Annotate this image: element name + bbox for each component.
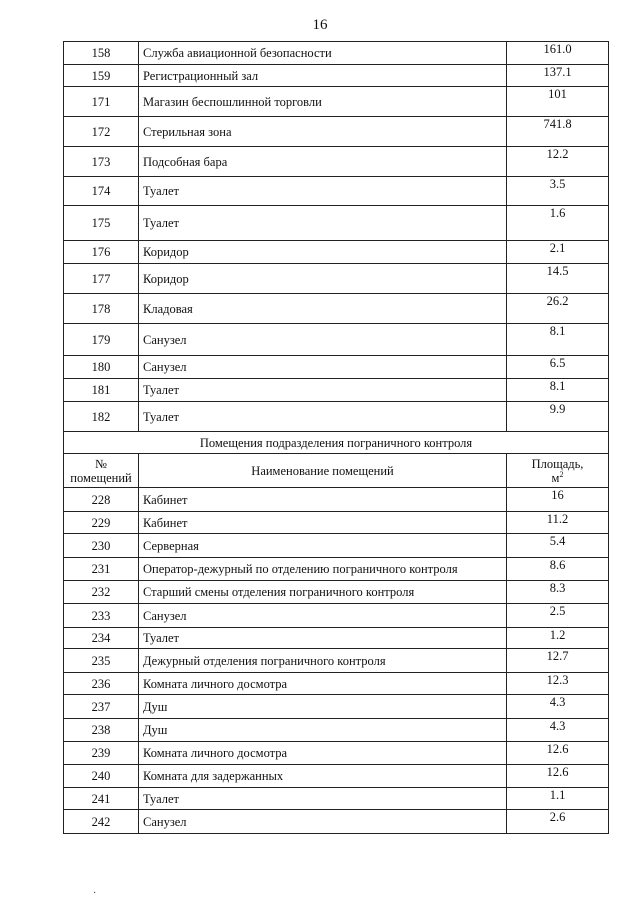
section-block — [64, 432, 609, 488]
table-row — [64, 765, 609, 788]
table-row — [64, 294, 609, 324]
room-number: 178 — [64, 294, 139, 324]
room-name: Оператор-дежурный по отделению пограничного контроля — [139, 558, 507, 581]
table-row — [64, 147, 609, 177]
table-row — [64, 42, 609, 65]
table-row — [64, 65, 609, 87]
room-name: Туалет — [139, 379, 507, 402]
page-number: 16 — [312, 17, 328, 33]
room-area: 4.3 — [507, 719, 609, 742]
room-number: 238 — [64, 719, 139, 742]
room-name: Комната личного досмотра — [139, 673, 507, 695]
room-area: 1.1 — [507, 788, 609, 810]
section-title-row — [64, 432, 609, 454]
room-name: Дежурный отделения пограничного контроля — [139, 649, 507, 673]
room-area: 101 — [507, 87, 609, 117]
header-num-symbol: № — [95, 456, 107, 471]
table-row — [64, 87, 609, 117]
room-area: 9.9 — [507, 402, 609, 432]
header-area — [507, 454, 609, 488]
room-area: 6.5 — [507, 356, 609, 379]
room-area: 3.5 — [507, 177, 609, 206]
room-name: Туалет — [139, 206, 507, 241]
table-row — [64, 534, 609, 558]
header-area-label: Площадь, — [531, 456, 584, 471]
room-name: Санузел — [139, 810, 507, 834]
rooms-table-top — [64, 42, 609, 432]
table-row — [64, 356, 609, 379]
room-area: 137.1 — [507, 65, 609, 87]
room-name: Душ — [139, 695, 507, 719]
room-area: 12.3 — [507, 673, 609, 695]
room-name: Подсобная бара — [139, 147, 507, 177]
room-name: Комната для задержанных — [139, 765, 507, 788]
room-area: 8.1 — [507, 324, 609, 356]
room-number: 237 — [64, 695, 139, 719]
room-area: 2.1 — [507, 241, 609, 264]
room-name: Туалет — [139, 177, 507, 206]
room-number: 230 — [64, 534, 139, 558]
header-area-unit-sup: 2 — [559, 469, 564, 479]
room-name: Коридор — [139, 264, 507, 294]
table-row — [64, 177, 609, 206]
room-number: 233 — [64, 604, 139, 628]
room-name: Кладовая — [139, 294, 507, 324]
table-row — [64, 117, 609, 147]
room-area: 1.6 — [507, 206, 609, 241]
table-row — [64, 558, 609, 581]
room-number: 235 — [64, 649, 139, 673]
room-number: 232 — [64, 581, 139, 604]
room-area: 11.2 — [507, 512, 609, 534]
room-name: Магазин беспошлинной торговли — [139, 87, 507, 117]
room-number: 171 — [64, 87, 139, 117]
room-number: 231 — [64, 558, 139, 581]
table-row — [64, 719, 609, 742]
room-name: Санузел — [139, 604, 507, 628]
table-row — [64, 604, 609, 628]
room-number: 241 — [64, 788, 139, 810]
room-number: 175 — [64, 206, 139, 241]
header-area-unit: м — [551, 470, 560, 485]
table-row — [64, 512, 609, 534]
room-number: 239 — [64, 742, 139, 765]
room-number: 179 — [64, 324, 139, 356]
room-area: 12.2 — [507, 147, 609, 177]
header-num — [64, 454, 139, 488]
room-area: 8.1 — [507, 379, 609, 402]
room-area: 26.2 — [507, 294, 609, 324]
room-area: 12.6 — [507, 765, 609, 788]
room-area: 2.5 — [507, 604, 609, 628]
room-name: Регистрационный зал — [139, 65, 507, 87]
room-number: 181 — [64, 379, 139, 402]
room-number: 180 — [64, 356, 139, 379]
room-number: 236 — [64, 673, 139, 695]
table-row — [64, 488, 609, 512]
table-row — [64, 649, 609, 673]
room-number: 158 — [64, 42, 139, 65]
room-name: Санузел — [139, 324, 507, 356]
room-number: 182 — [64, 402, 139, 432]
table-row — [64, 695, 609, 719]
rooms-table — [63, 41, 609, 834]
room-name: Кабинет — [139, 488, 507, 512]
room-number: 177 — [64, 264, 139, 294]
room-number: 229 — [64, 512, 139, 534]
room-area: 2.6 — [507, 810, 609, 834]
room-area: 741.8 — [507, 117, 609, 147]
room-area: 161.0 — [507, 42, 609, 65]
room-number: 176 — [64, 241, 139, 264]
table-row — [64, 673, 609, 695]
section-title: Помещения подразделения пограничного контроля — [64, 432, 609, 454]
room-area: 12.6 — [507, 742, 609, 765]
room-area: 14.5 — [507, 264, 609, 294]
room-area: 8.3 — [507, 581, 609, 604]
table-row — [64, 742, 609, 765]
room-number: 240 — [64, 765, 139, 788]
room-area: 8.6 — [507, 558, 609, 581]
room-number: 172 — [64, 117, 139, 147]
room-name: Стерильная зона — [139, 117, 507, 147]
table-header-row — [64, 454, 609, 488]
table-row — [64, 402, 609, 432]
room-name: Старший смены отделения пограничного контроля — [139, 581, 507, 604]
room-area: 1.2 — [507, 628, 609, 649]
room-name: Санузел — [139, 356, 507, 379]
rooms-table-section — [64, 488, 609, 834]
table-row — [64, 264, 609, 294]
header-num-label: помещений — [70, 470, 132, 485]
table-row — [64, 628, 609, 649]
header-name: Наименование помещений — [139, 454, 507, 488]
room-area: 12.7 — [507, 649, 609, 673]
room-name: Кабинет — [139, 512, 507, 534]
table-row — [64, 206, 609, 241]
room-name: Туалет — [139, 402, 507, 432]
room-name: Служба авиационной безопасности — [139, 42, 507, 65]
room-area: 16 — [507, 488, 609, 512]
room-number: 242 — [64, 810, 139, 834]
table-row — [64, 241, 609, 264]
table-row — [64, 324, 609, 356]
room-number: 228 — [64, 488, 139, 512]
room-name: Туалет — [139, 628, 507, 649]
room-number: 174 — [64, 177, 139, 206]
table-row — [64, 379, 609, 402]
room-name: Коридор — [139, 241, 507, 264]
room-area: 4.3 — [507, 695, 609, 719]
room-number: 173 — [64, 147, 139, 177]
room-name: Серверная — [139, 534, 507, 558]
table-row — [64, 788, 609, 810]
room-number: 159 — [64, 65, 139, 87]
room-area: 5.4 — [507, 534, 609, 558]
room-name: Комната личного досмотра — [139, 742, 507, 765]
room-number: 234 — [64, 628, 139, 649]
table-row — [64, 810, 609, 834]
scan-mark: · — [93, 888, 97, 899]
room-name: Душ — [139, 719, 507, 742]
table-row — [64, 581, 609, 604]
room-name: Туалет — [139, 788, 507, 810]
